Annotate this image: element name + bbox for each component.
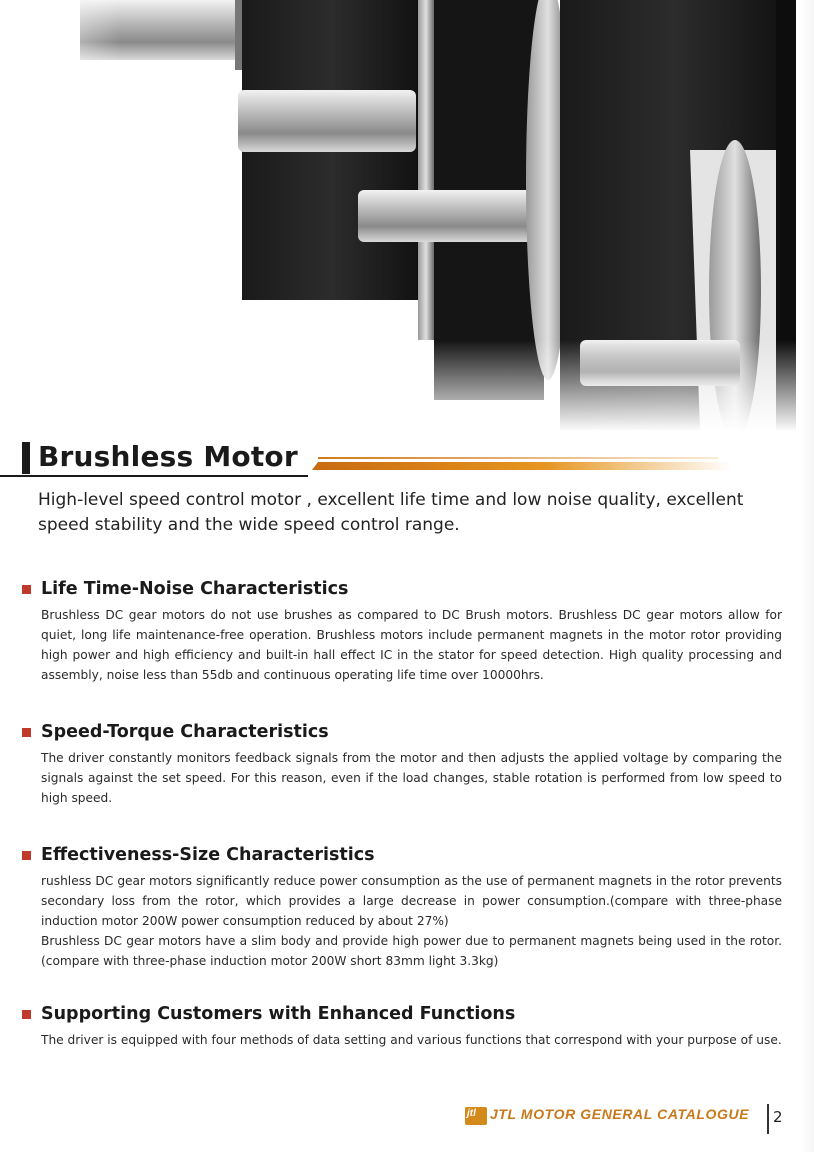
title-underline (0, 475, 308, 477)
section-effectiveness-size (22, 842, 782, 971)
section-body (41, 871, 782, 971)
section-paragraph: rushless DC gear motors significantly reduce power consumption as the use of permanent magnets in the rotor prevents secondary loss from the rotor, which provides a large decrease in power consumption.(compare with three-phase induction motor 200W power consumption reduced by about 27%) (41, 874, 782, 928)
section-bullet-icon (22, 585, 31, 594)
section-body (41, 748, 782, 808)
motor-illustration (0, 0, 814, 432)
page-title: Brushless Motor (38, 440, 298, 473)
page-number-divider (767, 1104, 769, 1134)
section-supporting-customers (22, 1001, 782, 1050)
section-bullet-icon (22, 728, 31, 737)
orange-rule (312, 462, 732, 470)
section-paragraph: Brushless DC gear motors have a slim body and provide high power due to permanent magnets being used in the rotor. (compare with three-phase induction motor 200W short 83mm light 3.3kg) (41, 934, 782, 968)
page-number: 2 (773, 1108, 783, 1126)
section-speed-torque (22, 719, 782, 808)
orange-rule-thin (318, 457, 718, 459)
title-marker-bar (22, 442, 30, 474)
section-body (41, 1030, 782, 1050)
section-paragraph: The driver constantly monitors feedback signals from the motor and then adjusts the applied voltage by comparing the signals against the set speed. For this reason, even if the load changes, stable rotation is performed from low speed to high speed. (41, 751, 782, 805)
hero-motor-photo (0, 0, 814, 432)
section-body (41, 605, 782, 685)
catalogue-brand: JTL MOTOR GENERAL CATALOGUE (490, 1106, 750, 1122)
footer (460, 1104, 790, 1130)
section-title: Effectiveness-Size Characteristics (41, 845, 375, 865)
section-title: Speed-Torque Characteristics (41, 722, 329, 742)
logo-text: jtl (467, 1108, 476, 1119)
section-paragraph: Brushless DC gear motors do not use brushes as compared to DC Brush motors. Brushless DC gear motors allow for quiet, long life maintenance-free operation. Brushless motors include permanent magnets in the motor rotor providing high power and high efficiency and built-in hall effect IC in the stator for speed detection. High quality processing and assembly, noise less than 55db and continuous operating life time over 10000hrs. (41, 608, 782, 682)
jtl-logo-icon (465, 1107, 487, 1125)
section-paragraph: The driver is equipped with four methods of data setting and various functions that correspond with your purpose of use. (41, 1033, 782, 1047)
section-bullet-icon (22, 1010, 31, 1019)
section-life-time-noise (22, 576, 782, 685)
section-title: Life Time-Noise Characteristics (41, 579, 349, 599)
intro-text: High-level speed control motor , excellent life time and low noise quality, excellent speed stability and the wide speed control range. (38, 490, 744, 535)
section-title: Supporting Customers with Enhanced Functions (41, 1004, 516, 1024)
page-edge-shadow (800, 0, 814, 1152)
section-bullet-icon (22, 851, 31, 860)
